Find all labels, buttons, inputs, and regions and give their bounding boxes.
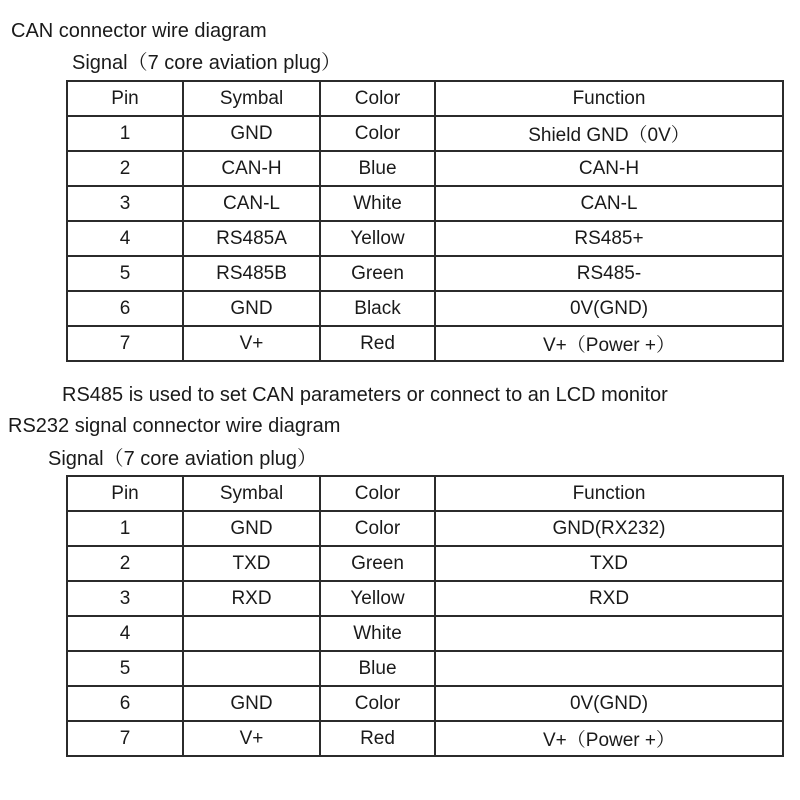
table-cell: Color (320, 116, 435, 151)
table-row (67, 151, 783, 186)
table-cell: RS485- (435, 256, 783, 291)
table-cell: GND (183, 686, 320, 721)
table-cell: Green (320, 546, 435, 581)
table-cell (435, 651, 783, 686)
table-cell: CAN-L (435, 186, 783, 221)
table-cell: V+ (183, 721, 320, 756)
column-header: Pin (67, 476, 183, 511)
table-cell: 5 (67, 256, 183, 291)
table-cell: 5 (67, 651, 183, 686)
table-cell (435, 616, 783, 651)
table-cell: Color (320, 511, 435, 546)
table-cell: RXD (183, 581, 320, 616)
table-cell: Blue (320, 151, 435, 186)
table-cell: 4 (67, 616, 183, 651)
table-row (67, 291, 783, 326)
table-cell: Black (320, 291, 435, 326)
table-cell: 0V(GND) (435, 686, 783, 721)
table-cell: GND(RX232) (435, 511, 783, 546)
table-cell: Red (320, 326, 435, 361)
table-cell: White (320, 186, 435, 221)
table-cell: 6 (67, 291, 183, 326)
table-cell: TXD (435, 546, 783, 581)
table-cell: 6 (67, 686, 183, 721)
table-cell: RS485A (183, 221, 320, 256)
rs485-usage-note: RS485 is used to set CAN parameters or connect to an LCD monitor (62, 384, 668, 406)
column-header: Pin (67, 81, 183, 116)
column-header: Symbal (183, 81, 320, 116)
table-row (67, 546, 783, 581)
rs232-diagram-title: RS232 signal connector wire diagram (8, 415, 341, 437)
table-cell: Red (320, 721, 435, 756)
table-cell: Yellow (320, 581, 435, 616)
table-cell: CAN-L (183, 186, 320, 221)
can-diagram-title: CAN connector wire diagram (11, 20, 267, 42)
table-cell: RS485B (183, 256, 320, 291)
column-header: Symbal (183, 476, 320, 511)
table-row (67, 581, 783, 616)
table-cell (183, 616, 320, 651)
column-header: Function (435, 476, 783, 511)
table-row (67, 511, 783, 546)
table-cell: 1 (67, 116, 183, 151)
table-cell: TXD (183, 546, 320, 581)
table-cell: CAN-H (435, 151, 783, 186)
table-row (67, 616, 783, 651)
can-table-header-row (67, 81, 783, 116)
table-cell: 3 (67, 581, 183, 616)
table-row (67, 686, 783, 721)
table-cell: Blue (320, 651, 435, 686)
table-cell: CAN-H (183, 151, 320, 186)
table-cell: V+（Power +） (435, 326, 783, 361)
table-row (67, 221, 783, 256)
table-row (67, 651, 783, 686)
column-header: Function (435, 81, 783, 116)
rs232-signal-subtitle: Signal（7 core aviation plug） (48, 448, 318, 470)
table-cell: White (320, 616, 435, 651)
column-header: Color (320, 476, 435, 511)
table-row (67, 326, 783, 361)
table-cell: 7 (67, 326, 183, 361)
can-signal-subtitle: Signal（7 core aviation plug） (72, 52, 342, 74)
table-row (67, 186, 783, 221)
table-cell: V+（Power +） (435, 721, 783, 756)
table-cell: V+ (183, 326, 320, 361)
table-cell: 1 (67, 511, 183, 546)
table-cell (183, 651, 320, 686)
table-cell: 3 (67, 186, 183, 221)
table-cell: 0V(GND) (435, 291, 783, 326)
table-row (67, 721, 783, 756)
table-row (67, 256, 783, 291)
table-cell: 4 (67, 221, 183, 256)
table-cell: 2 (67, 151, 183, 186)
table-cell: GND (183, 511, 320, 546)
table-cell: RS485+ (435, 221, 783, 256)
table-cell: Green (320, 256, 435, 291)
table-cell: Shield GND（0V） (435, 116, 783, 151)
table-cell: GND (183, 291, 320, 326)
table-cell: 7 (67, 721, 183, 756)
table-cell: RXD (435, 581, 783, 616)
table-cell: Color (320, 686, 435, 721)
table-cell: Yellow (320, 221, 435, 256)
table-cell: GND (183, 116, 320, 151)
rs232-table-header-row (67, 476, 783, 511)
column-header: Color (320, 81, 435, 116)
table-cell: 2 (67, 546, 183, 581)
can-wire-table (66, 80, 784, 362)
table-row (67, 116, 783, 151)
rs232-wire-table (66, 475, 784, 757)
